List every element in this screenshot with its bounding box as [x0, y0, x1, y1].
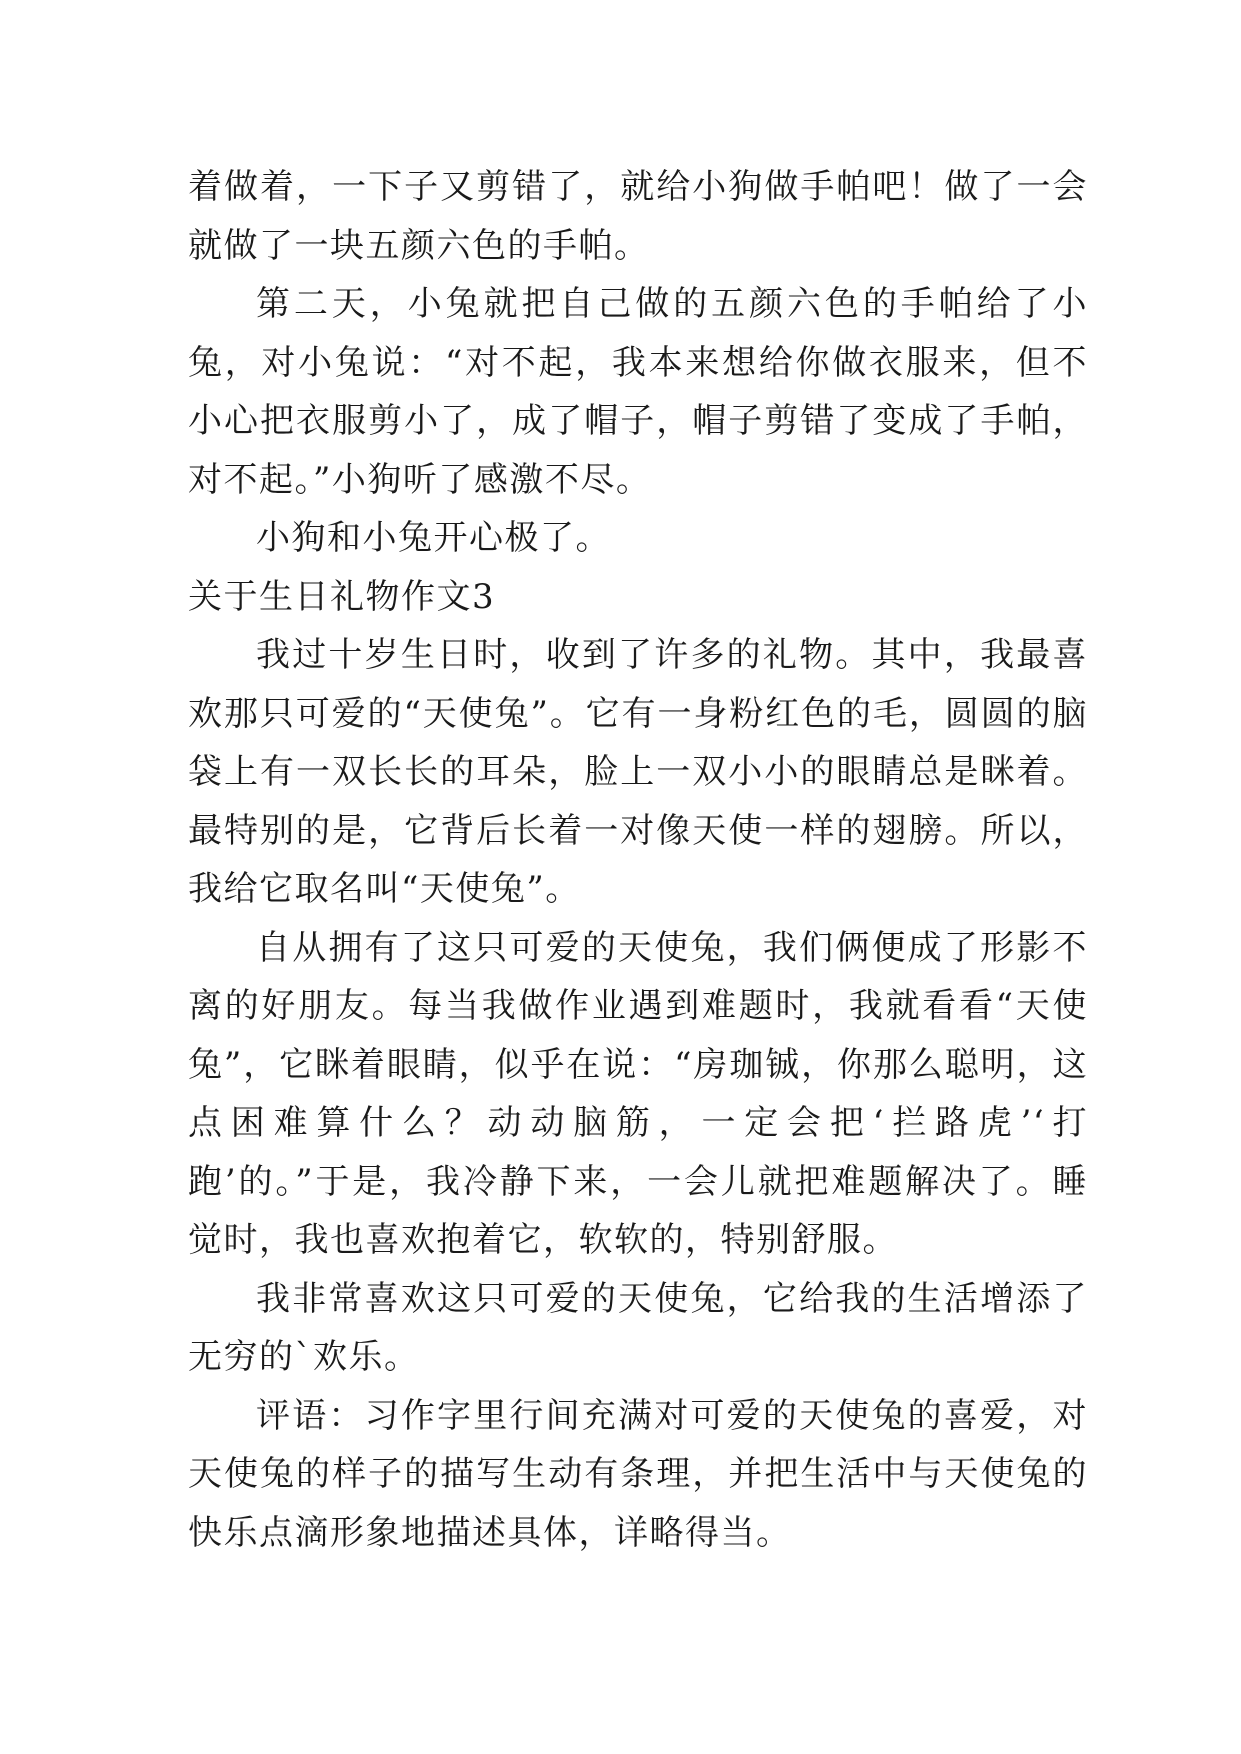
- paragraph: 我过十岁生日时，收到了许多的礼物。其中，我最喜欢那只可爱的“天使兔”。它有一身粉红色的毛，圆圆的脑袋上有一双长长的耳朵，脸上一双小小的眼睛总是眯着。最特别的是，它背后长着一对像天使一样的翅膀。所以，我给它取名叫“天使兔”。: [188, 635, 1088, 909]
- paragraph: 评语：习作字里行间充满对可爱的天使兔的喜爱，对天使兔的样子的描写生动有条理，并把生活中与天使兔的快乐点滴形象地描述具体，详略得当。: [188, 1395, 1088, 1553]
- paragraph: 小狗和小兔开心极了。: [256, 518, 611, 558]
- paragraph: 着做着，一下子又剪错了，就给小狗做手帕吧！做了一会就做了一块五颜六色的手帕。: [188, 167, 1088, 266]
- paragraph: 我非常喜欢这只可爱的天使兔，它给我的生活增添了无穷的`欢乐。: [188, 1278, 1088, 1377]
- section-title: 关于生日礼物作文3: [188, 576, 496, 617]
- paragraph: 第二天，小兔就把自己做的五颜六色的手帕给了小兔，对小兔说：“对不起，我本来想给你做衣服来，但不小心把衣服剪小了，成了帽子，帽子剪错了变成了手帕，对不起。”小狗听了感激不尽。: [188, 284, 1088, 500]
- document-body: [188, 158, 1088, 1562]
- paragraph: 自从拥有了这只可爱的天使兔，我们俩便成了形影不离的好朋友。每当我做作业遇到难题时，我就看看“天使兔”，它眯着眼睛，似乎在说：“房珈铖，你那么聪明，这点困难算什么？动动脑筋，一定会把‘拦路虎’‘打跑’的。”于是，我冷静下来，一会儿就把难题解决了。睡觉时，我也喜欢抱着它，软软的，特别舒服。: [188, 927, 1088, 1260]
